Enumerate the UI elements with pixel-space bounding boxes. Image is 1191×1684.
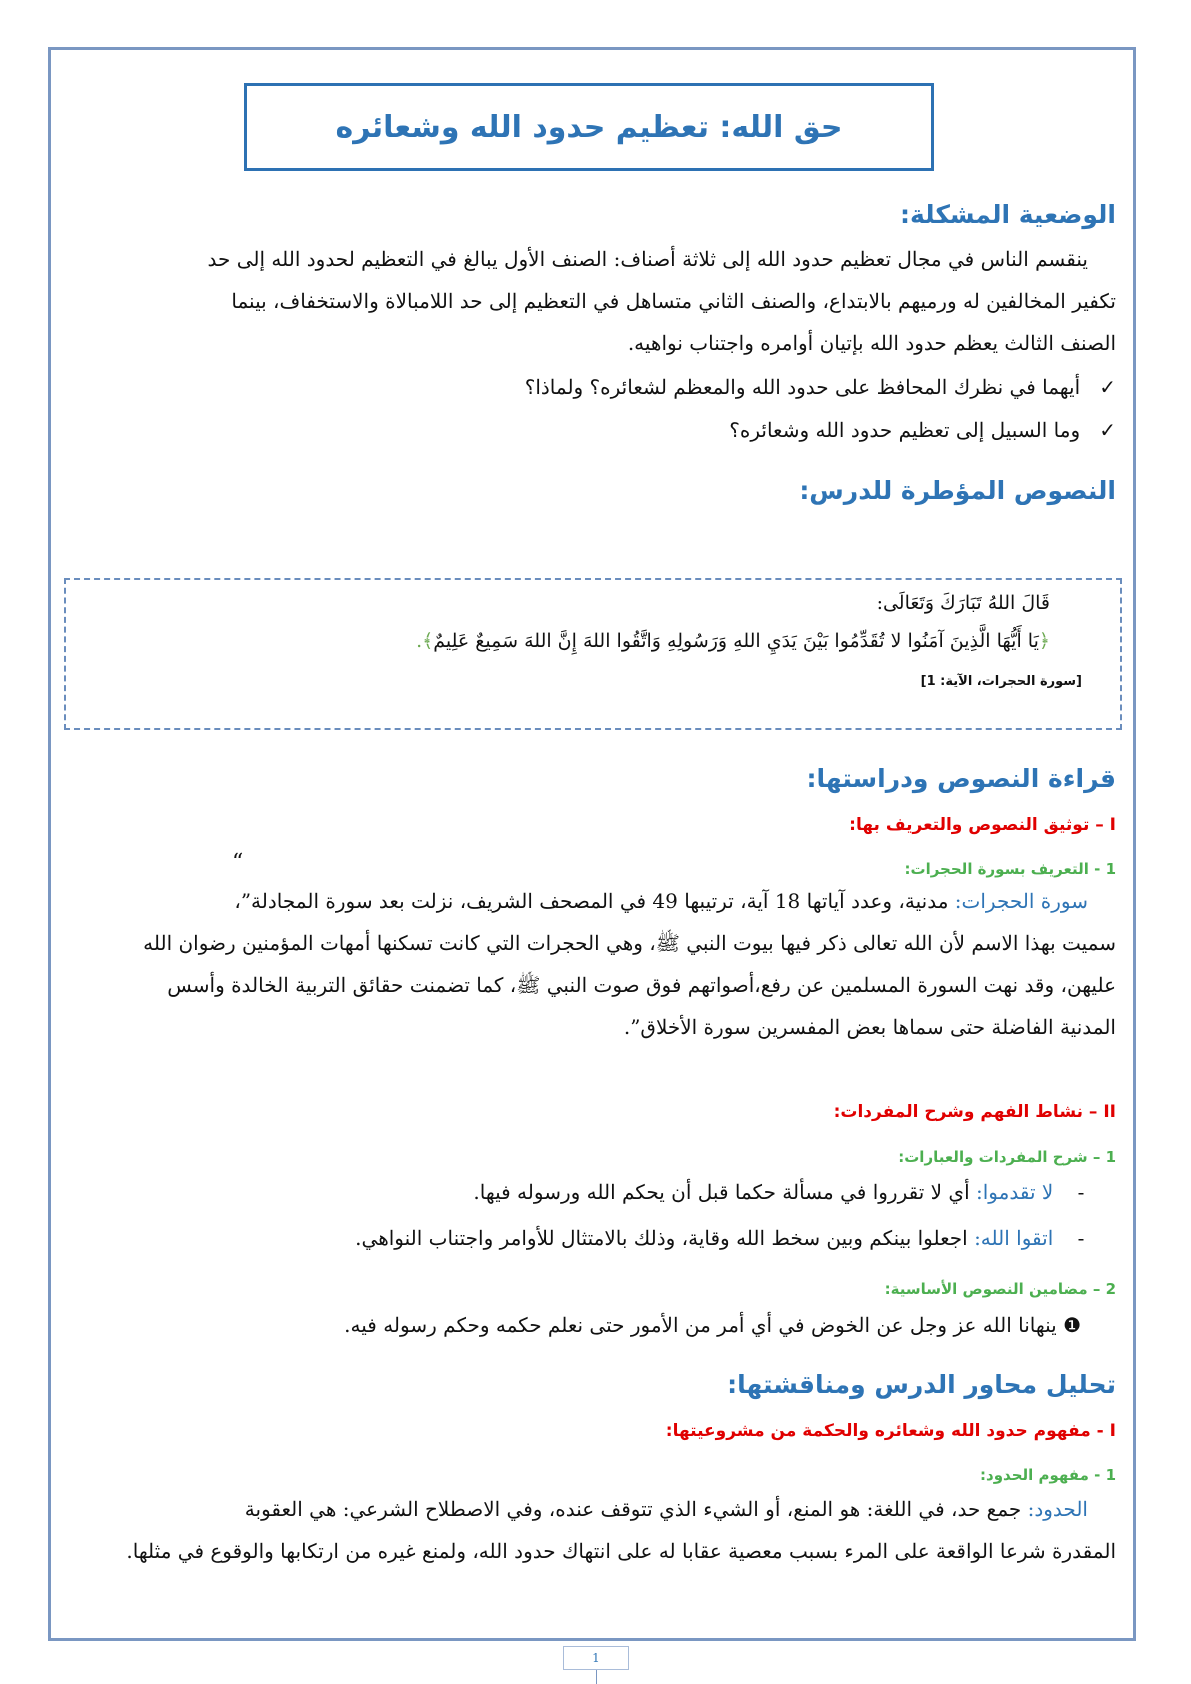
verse-open-ornament: ﴿ [1038, 630, 1050, 652]
number-one-icon: ❶ [1063, 1313, 1081, 1337]
dash-marker: - [1077, 1180, 1085, 1204]
surah-keyword: سورة الحجرات: [954, 889, 1088, 913]
vocabulary-label: 1 – شرح المفردات والعبارات: [898, 1148, 1116, 1166]
title-box [244, 83, 934, 171]
hudud-line-2: المقدرة شرعا الواقعة على المرء بسبب معصية عقابا له على انتهاك حدود الله، ولمنع غيره من ارتكابها والوقوع في مثلها. [126, 1539, 1116, 1563]
section-2-label: II – نشاط الفهم وشرح المفردات: [833, 1102, 1116, 1122]
surah-intro-label: 1 - التعريف بسورة الحجرات: [904, 860, 1116, 878]
page-number: 1 [563, 1646, 629, 1670]
question-2-text: وما السبيل إلى تعظيم حدود الله وشعائره؟ [729, 418, 1081, 442]
verse-close-ornament: ﴾. [416, 630, 434, 652]
vocab-text-2: اجعلوا بينكم وبين سخط الله وقاية، وذلك بالامتثال للأوامر واجتناب النواهي. [355, 1226, 968, 1250]
content-text-1: ينهانا الله عز وجل عن الخوض في أي أمر من الأمور حتى نعلم حكمه وحكم رسوله فيه. [344, 1313, 1057, 1337]
problem-situation-text [82, 238, 1116, 364]
question-2 [729, 418, 1116, 442]
reading-heading: قراءة النصوص ودراستها: [806, 764, 1116, 793]
question-1 [525, 375, 1116, 399]
checkmark-icon: ✓ [1099, 418, 1116, 442]
framing-texts-heading: النصوص المؤطرة للدرس: [799, 476, 1116, 505]
problem-situation-heading: الوضعية المشكلة: [899, 200, 1116, 229]
hudud-definition [82, 1488, 1116, 1572]
verse-reference: [سورة الحجرات، الآية: 1] [920, 674, 1082, 689]
page-title: حق الله: تعظيم حدود الله وشعائره [335, 109, 843, 145]
vocab-term-2: اتقوا الله: [974, 1226, 1054, 1250]
question-1-text: أيهما في نظرك المحافظ على حدود الله والمعظم لشعائره؟ ولماذا؟ [524, 375, 1081, 399]
vocab-item-1 [473, 1180, 1096, 1204]
problem-line-3: الصنف الثالث يعظم حدود الله بإتيان أوامره واجتناب نواهيه. [627, 331, 1116, 355]
hudud-keyword: الحدود: [1027, 1497, 1088, 1521]
analysis-heading: تحليل محاور الدرس ومناقشتها: [727, 1370, 1116, 1399]
surah-line-1: سورة الحجرات: مدنية، وعدد آياتها 18 آية، ترتيبها 49 في المصحف الشريف، نزلت بعد سورة المجادلة”، [234, 889, 1088, 913]
main-contents-label: 2 – مضامين النصوص الأساسية: [884, 1280, 1116, 1298]
surah-intro-text [82, 880, 1116, 1048]
analysis-section-1-label: I - مفهوم حدود الله وشعائره والحكمة من مشروعيتها: [665, 1421, 1116, 1441]
vocab-text-1: أي لا تقرروا في مسألة حكما قبل أن يحكم الله ورسوله فيها. [473, 1180, 970, 1204]
hudud-concept-label: 1 - مفهوم الحدود: [980, 1466, 1116, 1484]
dash-marker: - [1077, 1226, 1085, 1250]
page-number-stem [596, 1670, 597, 1684]
checkmark-icon: ✓ [1099, 375, 1116, 399]
verse-intro: قَالَ اللهُ تَبَارَكَ وَتَعَالَى: [876, 592, 1050, 614]
vocab-item-2 [355, 1226, 1096, 1250]
quote-mark: “ [232, 850, 244, 875]
verse-box [64, 578, 1122, 730]
problem-line-1: ينقسم الناس في مجال تعظيم حدود الله إلى ثلاثة أصناف: الصنف الأول يبالغ في التعظيم لحدود الله إلى حد [207, 247, 1088, 271]
surah-line-4: المدنية الفاضلة حتى سماها بعض المفسرين سورة الأخلاق”. [623, 1015, 1116, 1039]
section-1-label: I – توثيق النصوص والتعريف بها: [849, 815, 1116, 835]
verse-text: يَا أَيُّهَا الَّذِينَ آمَنُوا لا تُقَدِّمُوا بَيْنَ يَدَيِ اللهِ وَرَسُولِهِ وَاتَّقُوا اللهَ إِنَّ اللهَ سَمِيعٌ عَلِيمٌ [433, 630, 1039, 652]
problem-line-2: تكفير المخالفين له ورميهم بالابتداع، والصنف الثاني متساهل في التعظيم إلى حد اللامبالاة والاستخفاف، بينما [231, 289, 1116, 313]
vocab-term-1: لا تقدموا: [975, 1180, 1054, 1204]
content-item-1 [344, 1313, 1081, 1337]
surah-line-3: عليهن، وقد نهت السورة المسلمين عن رفع،أصواتهم فوق صوت النبي ﷺ، كما تضمنت حقائق التربية الخالدة وأسس [167, 973, 1116, 997]
surah-line-2: سميت بهذا الاسم لأن الله تعالى ذكر فيها بيوت النبي ﷺ، وهي الحجرات التي كانت تسكنها أمهات المؤمنين رضوان الله [143, 931, 1116, 955]
verse-line [416, 630, 1050, 652]
hudud-line-1: الحدود: جمع حد، في اللغة: هو المنع، أو الشيء الذي تتوقف عنده، وفي الاصطلاح الشرعي: هي العقوبة [244, 1497, 1088, 1521]
